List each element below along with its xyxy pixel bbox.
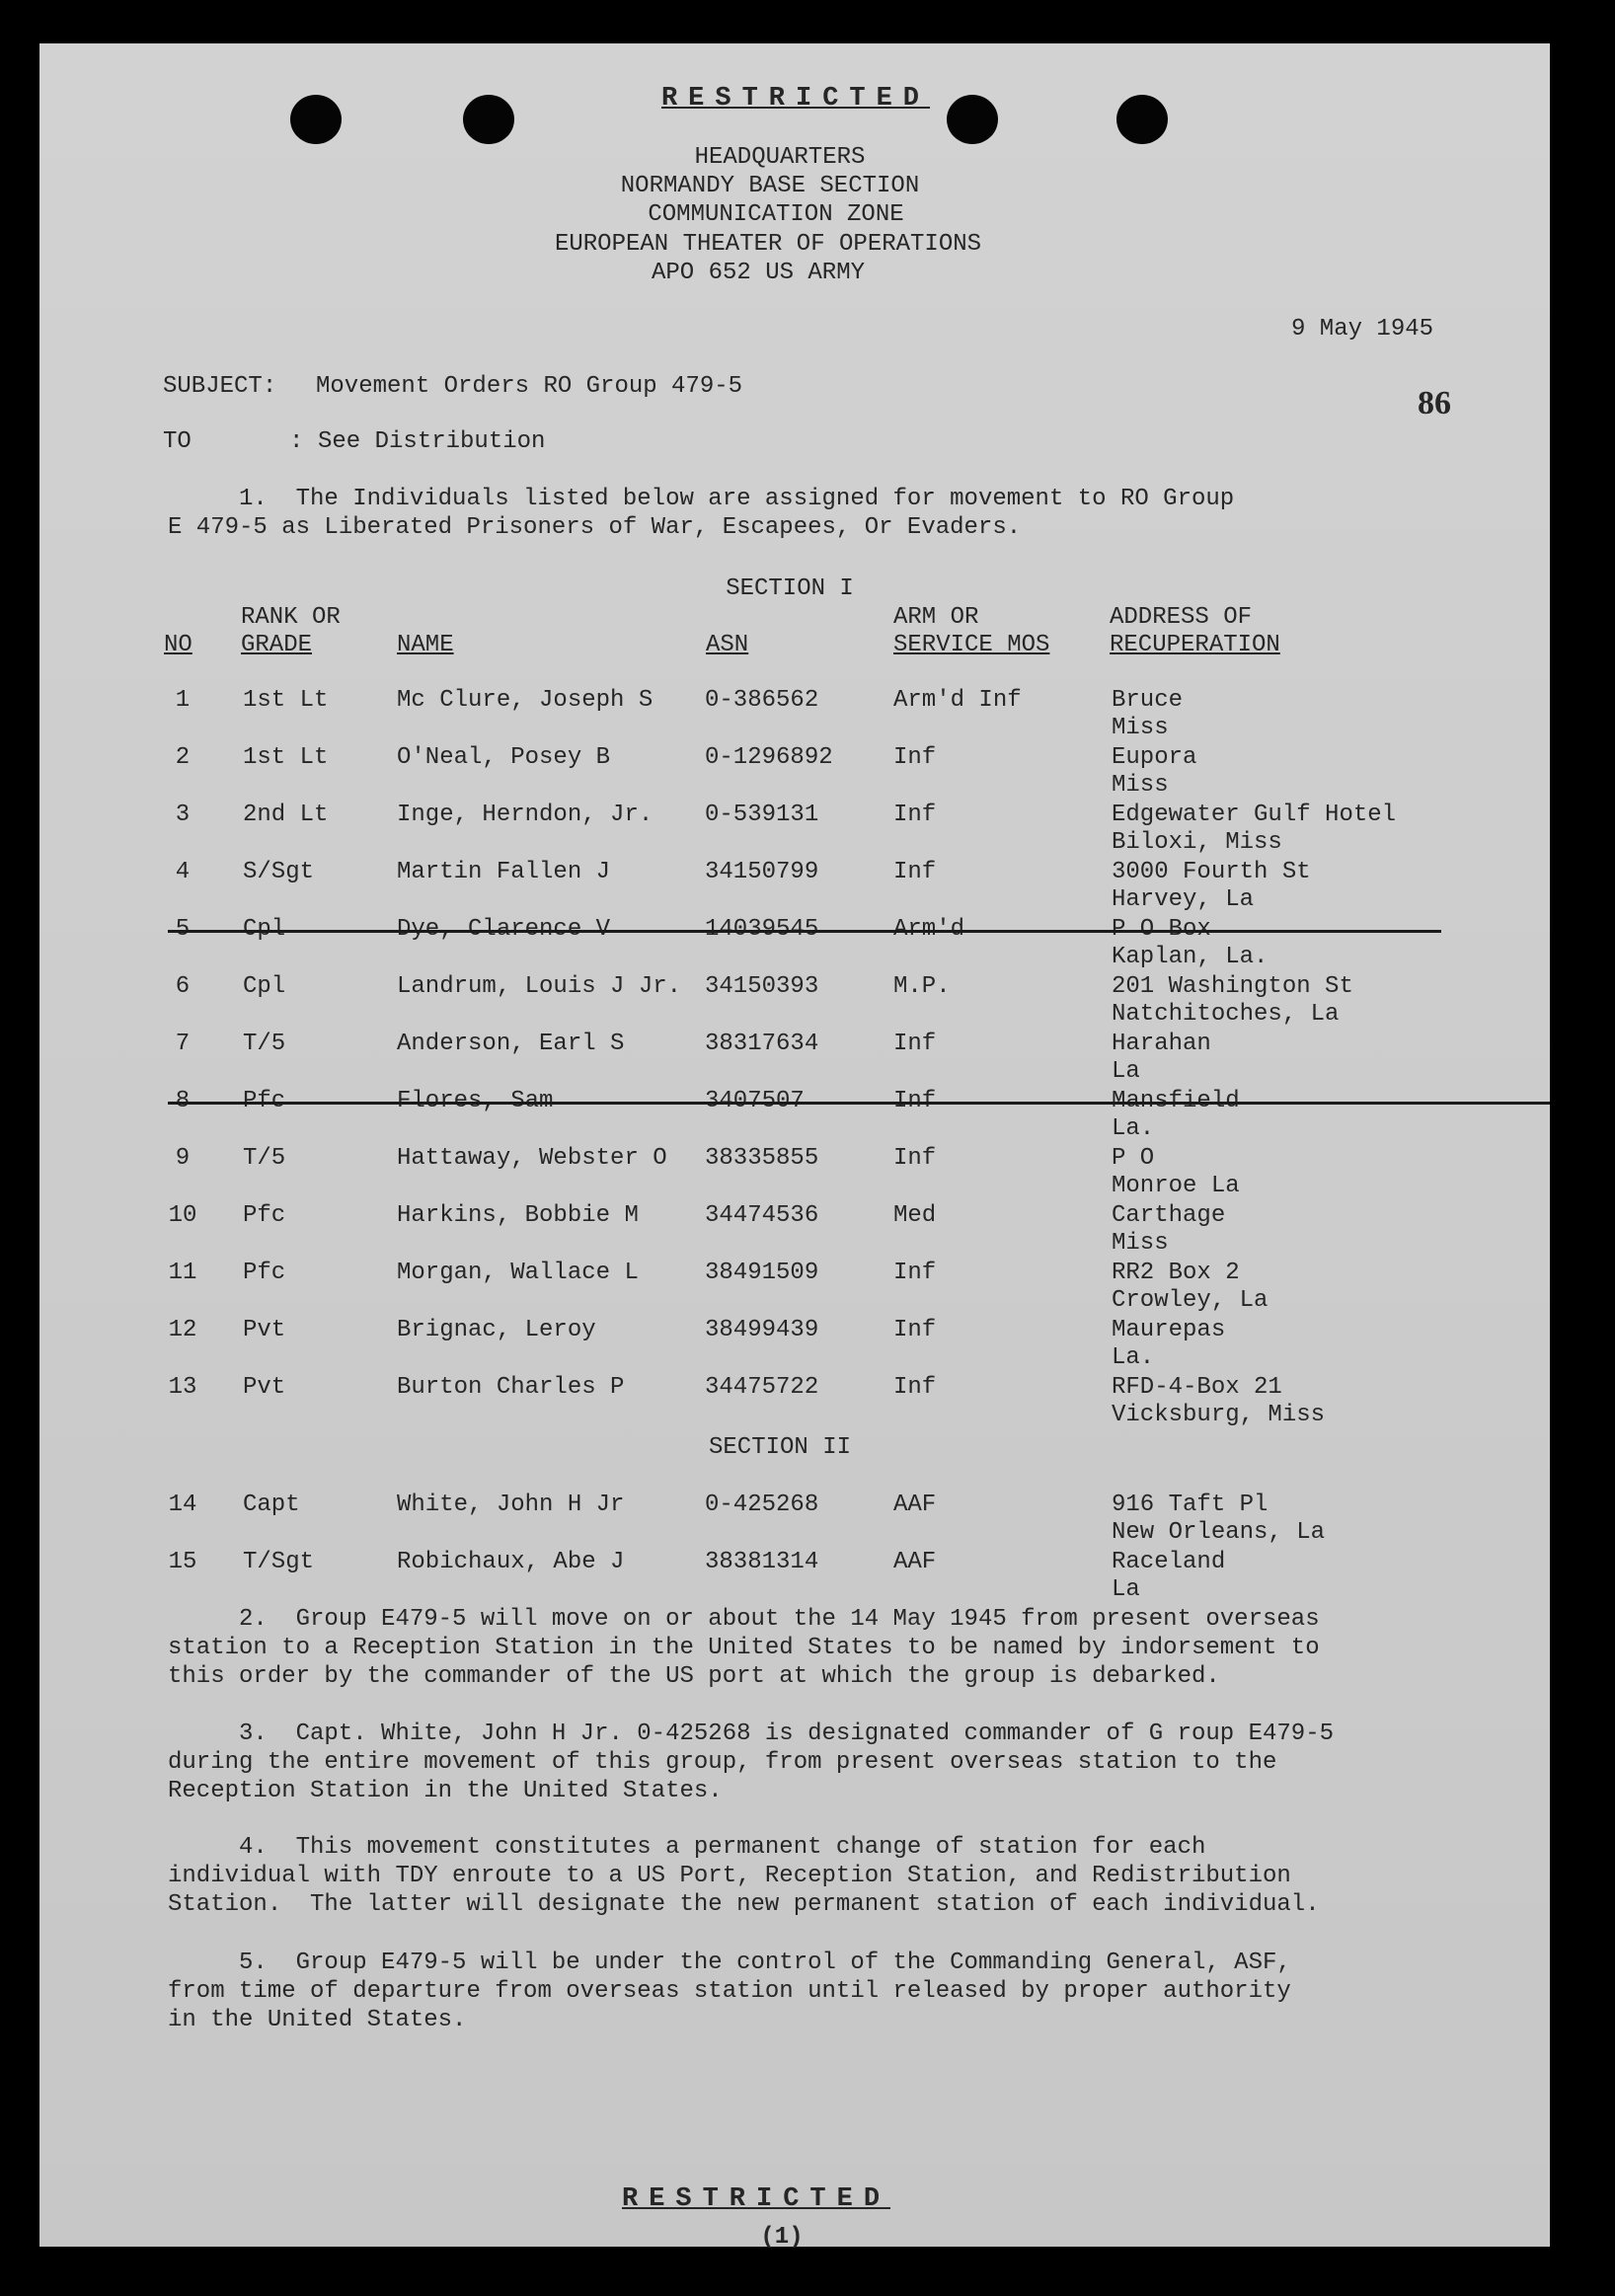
row-address-line1: Maurepas: [1112, 1317, 1226, 1343]
punch-hole: [947, 95, 998, 144]
subject-text: Movement Orders RO Group 479-5: [316, 373, 743, 400]
paragraph-2: 2. Group E479-5 will move on or about the 14 May 1945 from present overseas station to a Reception Station in the United States to be named by indorsement to this order by the commander of the US port at which the group is debarked.: [168, 1606, 1320, 1690]
row-address-line1: Bruce: [1112, 687, 1184, 714]
row-number: 1: [175, 687, 191, 714]
row-asn: 0-425268: [705, 1492, 819, 1518]
row-number: 2: [175, 744, 191, 771]
paragraph-1: 1. The Individuals listed below are assigned for movement to RO Group E 479-5 as Liberated Prisoners of War, Escapees, Or Evaders.: [168, 486, 1235, 541]
row-asn: 38317634: [705, 1031, 819, 1057]
strikethrough-line: [168, 1102, 1550, 1105]
col-header-rank: RANK OR: [241, 604, 341, 631]
row-address-line2: Kaplan, La.: [1112, 944, 1269, 970]
paragraph-5: 5. Group E479-5 will be under the control of the Commanding General, ASF, from time of departure from overseas station until released by proper authority in the United States.: [168, 1950, 1291, 2033]
letterhead-line: NORMANDY BASE SECTION: [620, 173, 920, 199]
row-arm: Inf: [893, 1031, 937, 1057]
row-number: 12: [168, 1317, 197, 1343]
col-header-no: NO: [164, 632, 192, 658]
row-rank: T/Sgt: [243, 1549, 315, 1575]
row-arm: Inf: [893, 1260, 937, 1286]
row-address-line2: La: [1112, 1058, 1140, 1085]
row-rank: Capt: [243, 1492, 300, 1518]
row-address-line2: Miss: [1112, 1230, 1169, 1257]
row-address-line2: Biloxi, Miss: [1112, 829, 1282, 856]
row-rank: T/5: [243, 1145, 286, 1172]
row-asn: 0-386562: [705, 687, 819, 714]
row-address-line2: La.: [1112, 1344, 1155, 1371]
row-arm: Inf: [893, 802, 937, 828]
row-name: White, John H Jr: [397, 1492, 625, 1518]
row-arm: Inf: [893, 1374, 937, 1401]
row-address-line1: 916 Taft Pl: [1112, 1492, 1269, 1518]
row-address-line2: Crowley, La: [1112, 1287, 1269, 1314]
letterhead-line: COMMUNICATION ZONE: [648, 201, 904, 228]
punch-hole: [290, 95, 342, 144]
section-1-heading: SECTION I: [726, 575, 854, 602]
col-header-address: ADDRESS OF: [1110, 604, 1253, 631]
row-address-line1: Eupora: [1112, 744, 1197, 771]
row-number: 15: [168, 1549, 197, 1575]
row-asn: 34474536: [705, 1202, 819, 1229]
row-arm: AAF: [893, 1492, 937, 1518]
row-rank: Pfc: [243, 1260, 286, 1286]
row-address-line1: P O: [1112, 1145, 1155, 1172]
letterhead-line: EUROPEAN THEATER OF OPERATIONS: [554, 231, 982, 258]
col-header-name: NAME: [397, 632, 454, 658]
row-number: 6: [175, 973, 191, 1000]
row-asn: 0-539131: [705, 802, 819, 828]
row-address-line2: Vicksburg, Miss: [1112, 1402, 1326, 1428]
row-number: 10: [168, 1202, 197, 1229]
subject-label: SUBJECT:: [163, 373, 277, 400]
row-arm: Arm'd Inf: [893, 687, 1022, 714]
row-asn: 34150393: [705, 973, 819, 1000]
punch-hole: [463, 95, 514, 144]
row-number: 11: [168, 1260, 197, 1286]
row-asn: 38499439: [705, 1317, 819, 1343]
page-number: (1): [760, 2224, 804, 2251]
row-asn: 38381314: [705, 1549, 819, 1575]
row-name: Burton Charles P: [397, 1374, 625, 1401]
row-number: 7: [175, 1031, 191, 1057]
row-rank: S/Sgt: [243, 859, 315, 885]
row-asn: 0-1296892: [705, 744, 833, 771]
row-address-line2: Monroe La: [1112, 1173, 1240, 1199]
row-address-line1: Raceland: [1112, 1549, 1226, 1575]
row-name: Landrum, Louis J Jr.: [397, 973, 682, 1000]
page-mark: 86: [1418, 385, 1451, 421]
row-number: 4: [175, 859, 191, 885]
row-address-line1: 201 Washington St: [1112, 973, 1353, 1000]
row-address-line2: Natchitoches, La: [1112, 1001, 1340, 1028]
col-header-service-mos: SERVICE MOS: [893, 632, 1050, 658]
row-rank: 2nd Lt: [243, 802, 329, 828]
row-name: Brignac, Leroy: [397, 1317, 596, 1343]
row-address-line2: Miss: [1112, 772, 1169, 799]
row-address-line1: RFD-4-Box 21: [1112, 1374, 1282, 1401]
row-address-line1: Edgewater Gulf Hotel: [1112, 802, 1397, 828]
row-rank: Pvt: [243, 1317, 286, 1343]
classification-header: RESTRICTED: [660, 84, 931, 114]
row-address-line2: Miss: [1112, 715, 1169, 741]
row-asn: 38491509: [705, 1260, 819, 1286]
row-address-line1: Carthage: [1112, 1202, 1226, 1229]
row-arm: Inf: [893, 1317, 937, 1343]
row-asn: 34475722: [705, 1374, 819, 1401]
section-2-heading: SECTION II: [708, 1434, 852, 1461]
row-number: 3: [175, 802, 191, 828]
letterhead-line: APO 652 US ARMY: [651, 260, 866, 286]
row-rank: Pfc: [243, 1202, 286, 1229]
row-number: 9: [175, 1145, 191, 1172]
row-address-line2: La.: [1112, 1115, 1155, 1142]
row-name: Morgan, Wallace L: [397, 1260, 639, 1286]
row-number: 14: [168, 1492, 197, 1518]
row-address-line2: La: [1112, 1576, 1140, 1603]
row-address-line2: Harvey, La: [1112, 886, 1255, 913]
row-name: Robichaux, Abe J: [397, 1549, 625, 1575]
row-arm: Inf: [893, 744, 937, 771]
row-arm: Inf: [893, 859, 937, 885]
col-header-arm: ARM OR: [893, 604, 979, 631]
paragraph-3: 3. Capt. White, John H Jr. 0-425268 is designated commander of G roup E479-5 during the entire movement of this group, from present overseas station to the Reception Station in the United States.: [168, 1721, 1334, 1804]
row-asn: 34150799: [705, 859, 819, 885]
col-header-grade: GRADE: [241, 632, 313, 658]
row-rank: 1st Lt: [243, 744, 329, 771]
row-address-line1: RR2 Box 2: [1112, 1260, 1240, 1286]
to-label: TO: [163, 428, 192, 455]
row-name: Inge, Herndon, Jr.: [397, 802, 654, 828]
row-name: Hattaway, Webster O: [397, 1145, 667, 1172]
row-rank: Cpl: [243, 973, 286, 1000]
document-date: 9 May 1945: [1291, 316, 1434, 343]
row-name: Anderson, Earl S: [397, 1031, 625, 1057]
row-name: Martin Fallen J: [397, 859, 611, 885]
row-arm: M.P.: [893, 973, 951, 1000]
row-name: Mc Clure, Joseph S: [397, 687, 654, 714]
row-arm: AAF: [893, 1549, 937, 1575]
row-address-line1: Harahan: [1112, 1031, 1211, 1057]
letterhead-line: HEADQUARTERS: [694, 144, 866, 171]
row-name: Harkins, Bobbie M: [397, 1202, 639, 1229]
row-rank: 1st Lt: [243, 687, 329, 714]
row-number: 13: [168, 1374, 197, 1401]
punch-hole: [1116, 95, 1168, 144]
row-rank: T/5: [243, 1031, 286, 1057]
classification-footer: RESTRICTED: [622, 2184, 891, 2214]
row-address-line1: 3000 Fourth St: [1112, 859, 1311, 885]
row-arm: Med: [893, 1202, 937, 1229]
row-address-line2: New Orleans, La: [1112, 1519, 1326, 1546]
to-text: See Distribution: [318, 428, 546, 455]
col-header-asn: ASN: [706, 632, 749, 658]
strikethrough-line: [168, 930, 1441, 933]
to-colon: :: [289, 428, 304, 455]
col-header-recuperation: RECUPERATION: [1110, 632, 1280, 658]
row-arm: Inf: [893, 1145, 937, 1172]
row-rank: Pvt: [243, 1374, 286, 1401]
paragraph-4: 4. This movement constitutes a permanent change of station for each individual with TDY enroute to a US Port, Reception Station, and Redistribution Station. The latter will designate the new permanent station of each individual.: [168, 1834, 1320, 1918]
row-asn: 38335855: [705, 1145, 819, 1172]
row-name: O'Neal, Posey B: [397, 744, 611, 771]
